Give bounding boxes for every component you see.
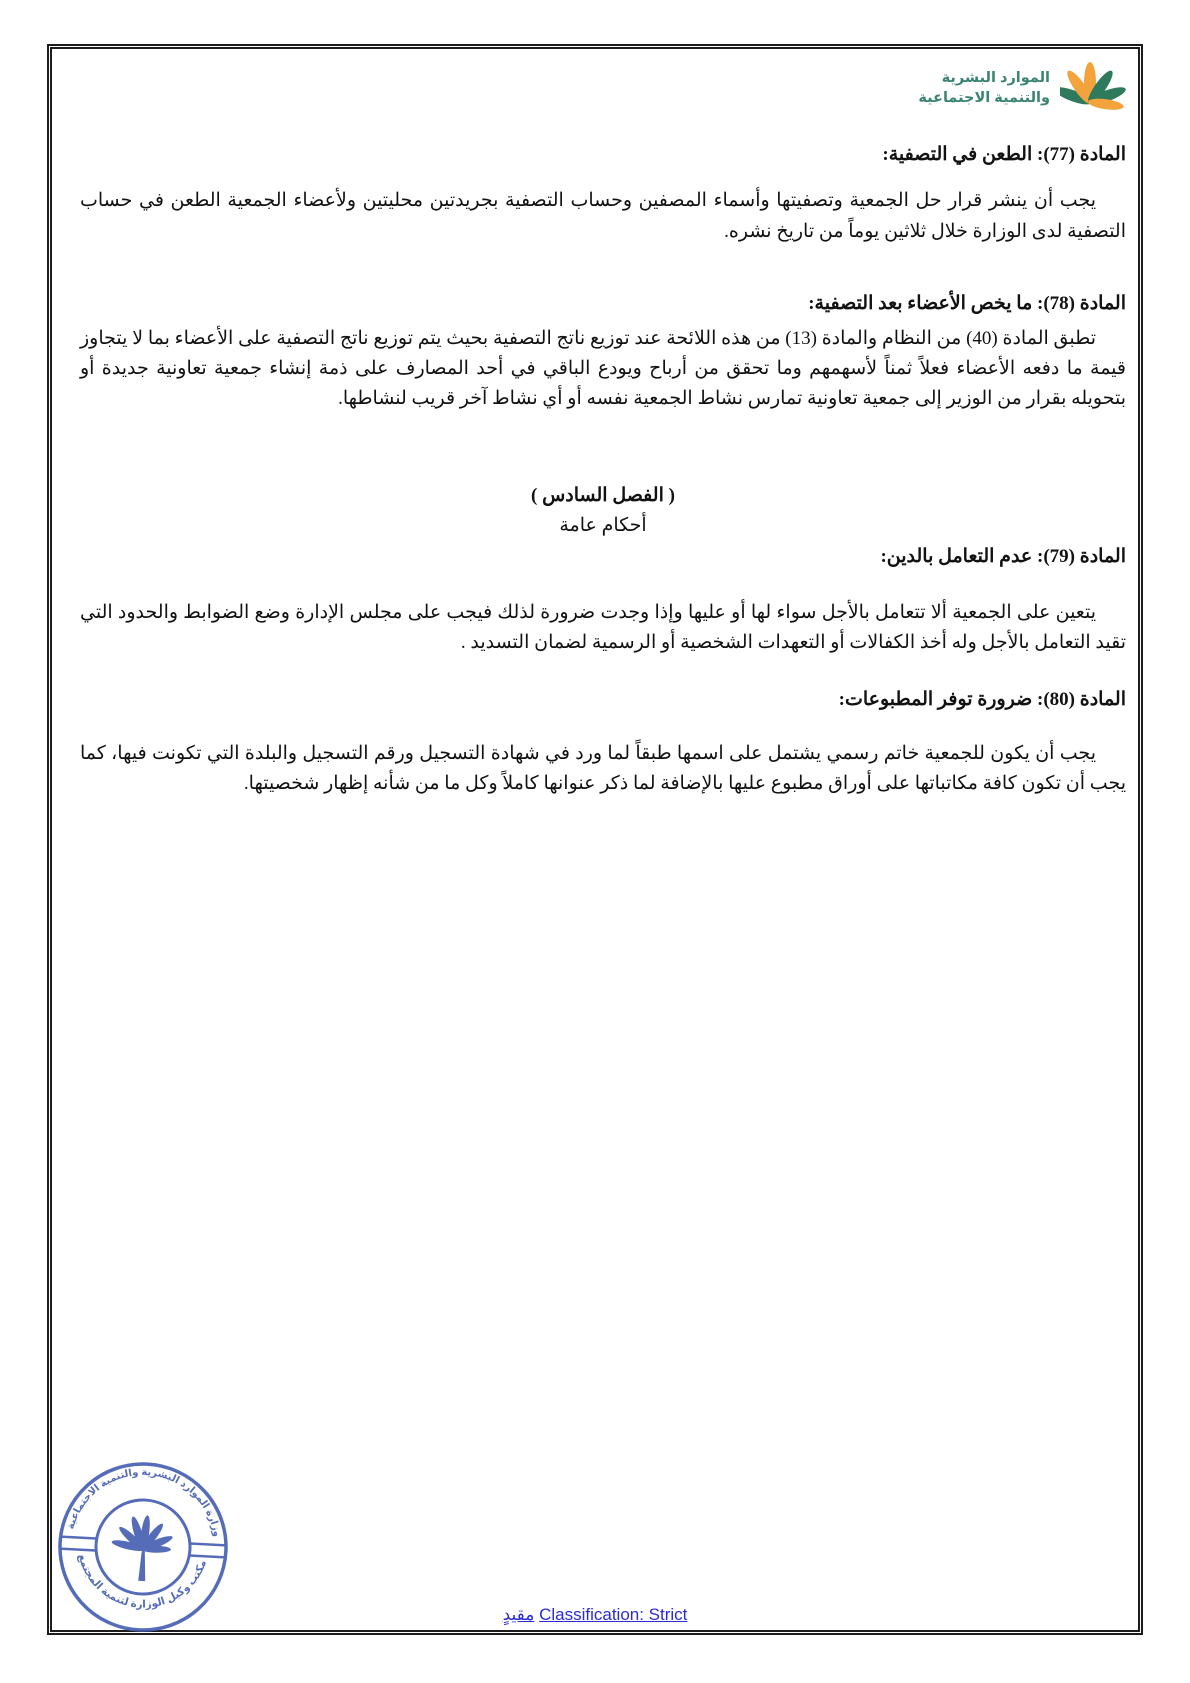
ministry-logo-line1: الموارد البشرية (941, 70, 1050, 87)
article-77-heading: المادة (77): الطعن في التصفية: (882, 144, 1126, 165)
stamp-top-text: وزارة الموارد البشرية والتنمية الاجتماعية (65, 1466, 223, 1538)
article-77-paragraph: يجب أن ينشر قرار حل الجمعية وتصفيتها وأسماء المصفين وحساب التصفية بجريدتين محليتين ولأعضاء الجمعية الطعن في حساب التصفية لدى الوزارة خلال ثلاثين يوماً من تاريخ نشره. (80, 190, 1126, 242)
stamp-palm-icon (109, 1513, 175, 1582)
ministry-palm-icon (1060, 60, 1126, 118)
document-body (80, 140, 1126, 800)
chapter-six-subtitle: أحكام عامة (559, 515, 647, 537)
stamp-bottom-text: مكتب وكيل الوزارة لتنمية المجتمع (75, 1552, 210, 1611)
article-79-paragraph: يتعين على الجمعية ألا تتعامل بالأجل سواء لها أو عليها وإذا وجدت ضرورة لذلك فيجب على مجلس الإدارة وضع الضوابط والحدود التي تقيد التعامل بالأجل وله أخذ الكفالات أو التعهدات الشخصية أو الرسمية لضمان التسديد . (80, 601, 1126, 654)
ministry-logo-line2: والتنمية الاجتماعية (918, 90, 1050, 106)
ministry-logo-text (918, 69, 1050, 108)
classification-footer (0, 1605, 1190, 1625)
article-78-paragraph: تطبق المادة (40) من النظام والمادة (13) من هذه اللائحة عند توزيع ناتج التصفية بحيث يتم توزيع ناتج التصفية على الأعضاء بما لا يتجاوز قيمة ما دفعه الأعضاء فعلاً ثمناً لأسهمهم وما تحقق من أرباح ويودع الباقي في أحد المصارف على ذمة إنشاء جمعية تعاونية جديدة أو بتحويله بقرار من الوزير إلى جمعية تعاونية تمارس نشاط الجمعية نفسه أو أي نشاط آخر قريب لنشاطها. (80, 327, 1126, 410)
ministry-logo (918, 60, 1126, 118)
classification-arabic-label: مقيدٍ (502, 1605, 535, 1624)
chapter-six-title: ( الفصل السادس ) (531, 484, 675, 506)
classification-text: Classification: Strict (539, 1605, 688, 1624)
article-78-heading: المادة (78): ما يخص الأعضاء بعد التصفية: (808, 293, 1126, 315)
article-80-heading: المادة (80): ضرورة توفر المطبوعات: (838, 688, 1126, 710)
article-79-heading: المادة (79): عدم التعامل بالدين: (880, 545, 1126, 567)
article-80-paragraph: يجب أن يكون للجمعية خاتم رسمي يشتمل على اسمها طبقاً لما ورد في شهادة التسجيل ورقم التسجيل والبلدة التي تكونت فيها، كما يجب أن تكون كافة مكاتباتها على أوراق مطبوع عليها بالإضافة لما ذكر عنوانها كاملاً وكل ما من شأنه إظهار شخصيتها. (80, 743, 1126, 795)
